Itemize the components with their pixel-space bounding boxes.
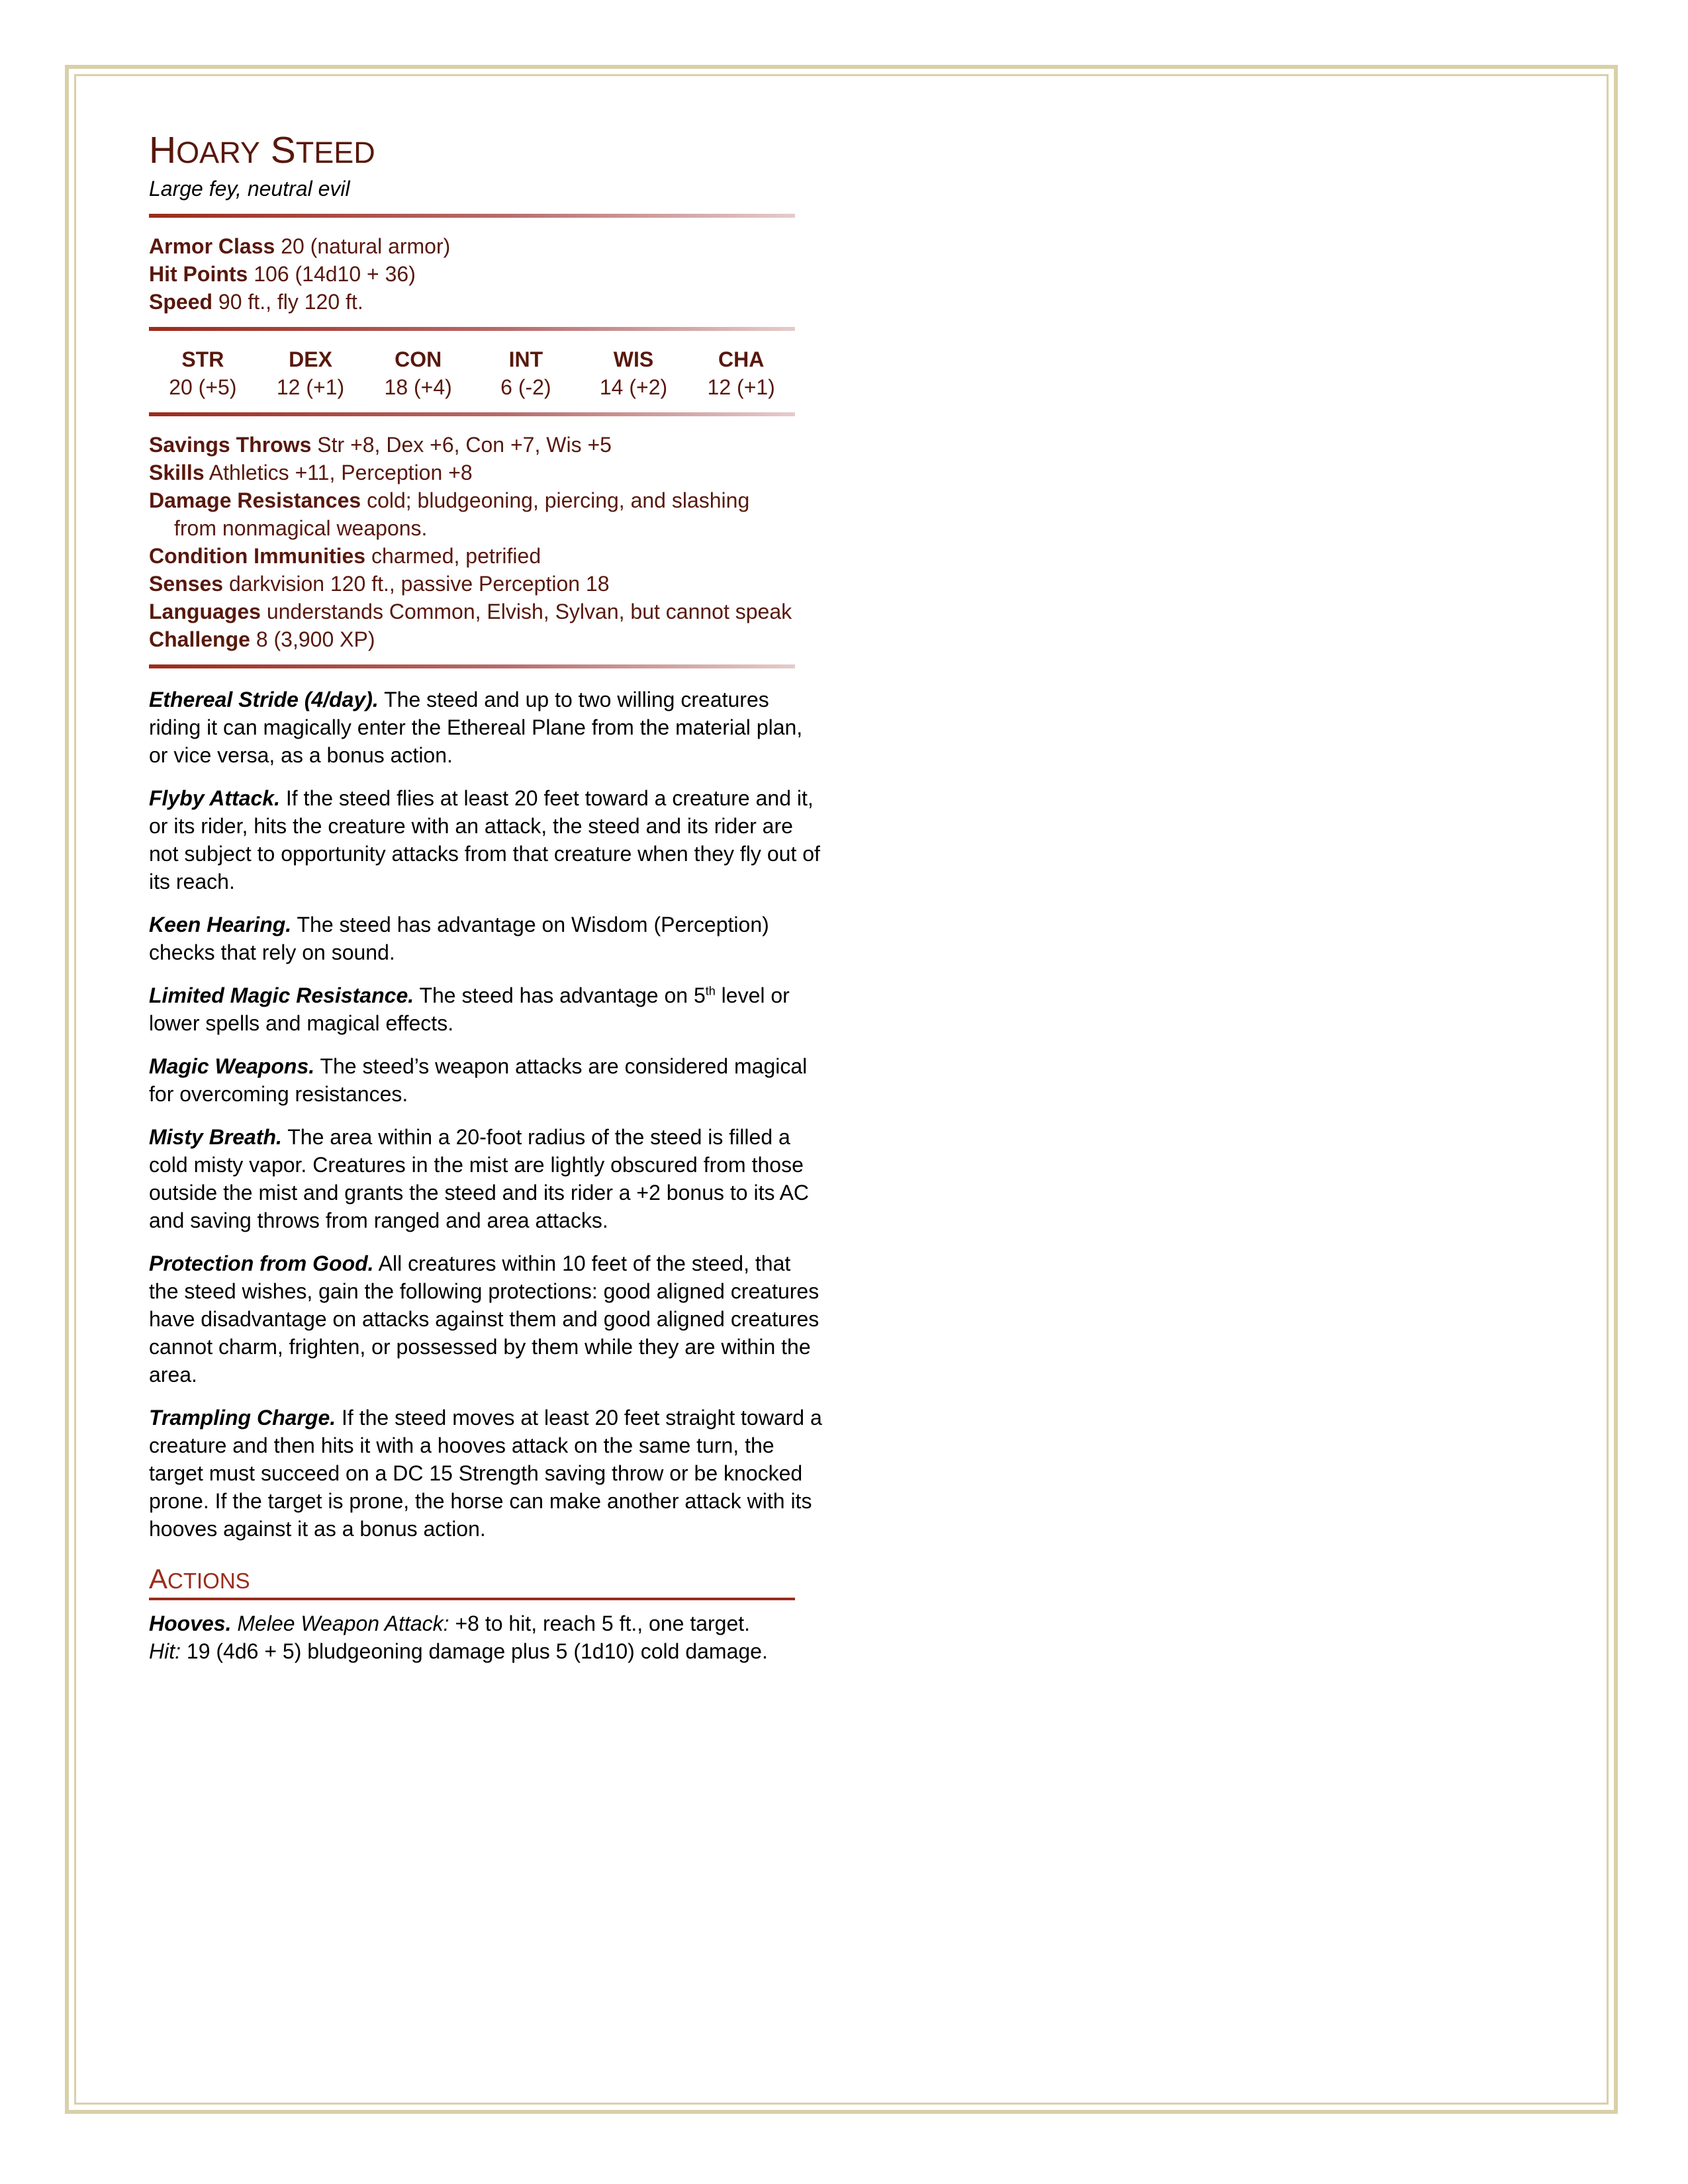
trait-protection-from-good: Protection from Good. All creatures within 10 feet of the steed, that the steed wishes, gain the following protections: good aligned creatures have disadvantage on attacks against them and good aligned creatures cannot charm, frighten, or possessed by them while they are within the area.	[149, 1251, 820, 1387]
ability-str: STR 20 (+5)	[169, 347, 237, 399]
divider	[149, 327, 795, 331]
skills: Skills Athletics +11, Perception +8	[149, 461, 473, 484]
saving-throws: Savings Throws Str +8, Dex +6, Con +7, Wis +5	[149, 433, 612, 457]
speed: Speed 90 ft., fly 120 ft.	[149, 290, 363, 314]
divider	[149, 214, 795, 218]
ability-con: CON 18 (+4)	[384, 347, 452, 399]
condition-immunities: Condition Immunities charmed, petrified	[149, 544, 541, 568]
hit-points: Hit Points 106 (14d10 + 36)	[149, 262, 416, 286]
ability-int: INT 6 (-2)	[500, 347, 551, 399]
trait-flyby-attack: Flyby Attack. If the steed flies at least 20 feet toward a creature and it, or its rider, hits the creature with an attack, the steed and its rider are not subject to opportunity attacks from that creature when they fly out of its reach.	[149, 786, 820, 893]
trait-trampling-charge: Trampling Charge. If the steed moves at least 20 feet straight toward a creature and then hits it with a hooves attack on the same turn, the target must succeed on a DC 15 Strength saving throw or be knocked prone. If the target is prone, the horse can make another attack with its hooves against it as a bonus action.	[149, 1406, 822, 1541]
ability-wis: WIS 14 (+2)	[599, 347, 668, 399]
ability-scores	[149, 345, 795, 401]
trait-ethereal-stride: Ethereal Stride (4/day). The steed and up to two willing creatures riding it can magically enter the Ethereal Plane from the material plan, or vice versa, as a bonus action.	[149, 688, 803, 767]
damage-resistances-continued: from nonmagical weapons.	[174, 516, 428, 540]
ability-dex: DEX 12 (+1)	[276, 347, 345, 399]
trait-magic-weapons: Magic Weapons. The steed’s weapon attacks are considered magical for overcoming resistances.	[149, 1054, 808, 1106]
monster-name: HOARY STEED	[149, 129, 375, 171]
ability-cha: CHA 12 (+1)	[707, 347, 775, 399]
languages: Languages understands Common, Elvish, Sylvan, but cannot speak	[149, 600, 792, 623]
trait-keen-hearing: Keen Hearing. The steed has advantage on Wisdom (Perception) checks that rely on sound.	[149, 913, 769, 964]
trait-limited-magic-resistance: Limited Magic Resistance. The steed has advantage on 5th level or lower spells and magical effects.	[149, 983, 790, 1035]
challenge: Challenge 8 (3,900 XP)	[149, 627, 375, 651]
stat-block	[149, 126, 824, 1680]
divider	[149, 412, 795, 416]
divider	[149, 664, 795, 668]
senses: Senses darkvision 120 ft., passive Perception 18	[149, 572, 610, 596]
actions-heading: ACTIONS	[149, 1563, 795, 1600]
armor-class: Armor Class 20 (natural armor)	[149, 234, 451, 258]
trait-misty-breath: Misty Breath. The area within a 20-foot radius of the steed is filled a cold misty vapor. Creatures in the mist are lightly obscured from those outside the mist and grants the steed and its rider a +2 bonus to its AC and saving throws from ranged and area attacks.	[149, 1125, 810, 1232]
action-hooves: Hooves. Melee Weapon Attack: +8 to hit, reach 5 ft., one target. Hit: 19 (4d6 + 5) bludgeoning damage plus 5 (1d10) cold damage.	[149, 1612, 768, 1663]
damage-resistances: Damage Resistances cold; bludgeoning, piercing, and slashing	[149, 488, 750, 512]
monster-type: Large fey, neutral evil	[149, 177, 350, 201]
